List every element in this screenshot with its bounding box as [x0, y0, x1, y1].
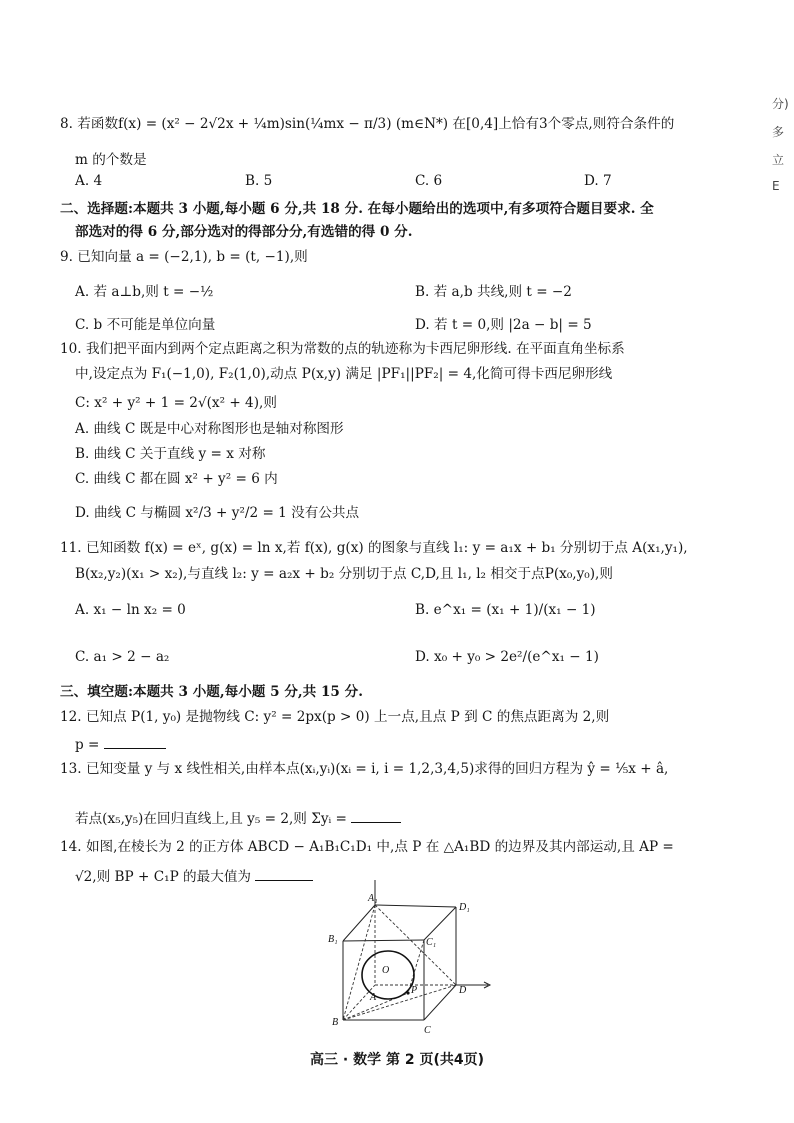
q10-stem-line2: 中,设定点为 F₁(−1,0), F₂(1,0),动点 P(x,y) 满足 |PF₁||PF₂| = 4,化简可得卡西尼卵形线 — [75, 366, 613, 382]
label-d1: D₁ — [459, 902, 470, 913]
q13-answer-blank[interactable] — [351, 808, 401, 823]
strip-char: 立 — [772, 153, 785, 167]
label-b1: B₁ — [328, 934, 338, 945]
label-a: A — [370, 992, 377, 1003]
q9-option-a: A. 若 a⊥b,则 t = −½ — [75, 284, 214, 300]
label-b: B — [332, 1017, 339, 1028]
q12-stem-line1: 12. 已知点 P(1, y₀) 是抛物线 C: y² = 2px(p > 0) 上一点,且点 P 到 C 的焦点距离为 2,则 — [60, 709, 610, 725]
q11-option-b: B. e^x₁ = (x₁ + 1)/(x₁ − 1) — [415, 602, 596, 618]
strip-char: E — [772, 179, 780, 193]
section2-heading-line2: 部选对的得 6 分,部分选对的得部分分,有选错的得 0 分. — [75, 224, 413, 240]
label-d: D — [459, 985, 467, 996]
q14-stem-line2 — [75, 866, 313, 886]
strip-char: 多 — [772, 125, 785, 139]
q9-option-b: B. 若 a,b 共线,则 t = −2 — [415, 284, 572, 300]
q10-option-c: C. 曲线 C 都在圆 x² + y² = 6 内 — [75, 471, 278, 487]
section3-heading: 三、填空题:本题共 3 小题,每小题 5 分,共 15 分. — [60, 684, 363, 700]
section2-heading-line1: 二、选择题:本题共 3 小题,每小题 6 分,共 18 分. 在每小题给出的选项中,有多项符合题目要求. 全 — [60, 201, 654, 217]
label-o: O — [382, 965, 390, 976]
q14-stem-line1: 14. 如图,在棱长为 2 的正方体 ABCD − A₁B₁C₁D₁ 中,点 P 在 △A₁BD 的边界及其内部运动,且 AP = — [60, 839, 674, 855]
q9-option-d: D. 若 t = 0,则 |2a − b| = 5 — [415, 317, 592, 333]
q14-answer-blank[interactable] — [255, 866, 313, 881]
label-p: P — [411, 985, 418, 996]
q10-option-a: A. 曲线 C 既是中心对称图形也是轴对称图形 — [75, 421, 344, 437]
q11-option-c: C. a₁ > 2 − a₂ — [75, 649, 170, 665]
q10-stem-line3: C: x² + y² + 1 = 2√(x² + 4),则 — [75, 395, 277, 411]
q12-stem-line2 — [75, 734, 166, 754]
q8-stem-line2: m 的个数是 — [75, 152, 147, 168]
cube-figure — [320, 875, 500, 1040]
q10-option-b: B. 曲线 C 关于直线 y = x 对称 — [75, 446, 266, 462]
label-c1: C₁ — [426, 937, 437, 948]
q12-answer-blank[interactable] — [104, 734, 166, 749]
q11-option-a: A. x₁ − ln x₂ = 0 — [75, 602, 186, 618]
q10-stem-line1: 10. 我们把平面内到两个定点距离之积为常数的点的轨迹称为卡西尼卵形线. 在平面直角坐标系 — [60, 341, 625, 357]
q10-option-d: D. 曲线 C 与椭圆 x²/3 + y²/2 = 1 没有公共点 — [75, 505, 360, 521]
q11-stem-line2: B(x₂,y₂)(x₁ > x₂),与直线 l₂: y = a₂x + b₂ 分别切于点 C,D,且 l₁, l₂ 相交于点P(x₀,y₀),则 — [75, 566, 613, 582]
q11-stem-line1: 11. 已知函数 f(x) = eˣ, g(x) = ln x,若 f(x), g(x) 的图象与直线 l₁: y = a₁x + b₁ 分别切于点 A(x₁,y₁), — [60, 540, 688, 556]
adjacent-page-strip — [772, 95, 794, 207]
q13-stem-line1: 13. 已知变量 y 与 x 线性相关,由样本点(xᵢ,yᵢ)(xᵢ = i, i = 1,2,3,4,5)求得的回归方程为 ŷ = ⅕x + â, — [60, 761, 669, 777]
q13-stem-line2 — [75, 808, 401, 828]
q13-text: 若点(x₅,y₅)在回归直线上,且 y₅ = 2,则 Σyᵢ = — [75, 811, 347, 827]
point-p — [406, 991, 409, 994]
label-a1: A₁ — [368, 893, 378, 904]
q8-option-d: D. 7 — [584, 173, 612, 189]
q9-option-c: C. b 不可能是单位向量 — [75, 317, 216, 333]
edge-a1-d1 — [375, 905, 456, 907]
q8-stem-line1: 8. 若函数f(x) = (x² − 2√2x + ¼m)sin(¼mx − π/3) (m∈N*) 在[0,4]上恰有3个零点,则符合条件的 — [60, 116, 675, 132]
q14-text: √2,则 BP + C₁P 的最大值为 — [75, 869, 252, 885]
page-footer: 高三 · 数学 第 2 页(共4页) — [310, 1052, 484, 1068]
q8-option-a: A. 4 — [75, 173, 103, 189]
q9-stem: 9. 已知向量 a = (−2,1), b = (t, −1),则 — [60, 249, 308, 265]
q11-option-d: D. x₀ + y₀ > 2e²/(e^x₁ − 1) — [415, 649, 599, 665]
edge-c1-d1 — [424, 907, 456, 940]
strip-char: 分) — [772, 97, 789, 111]
q8-option-c: C. 6 — [415, 173, 443, 189]
q8-option-b: B. 5 — [245, 173, 273, 189]
label-c: C — [424, 1025, 431, 1036]
diag-b-d — [343, 985, 456, 1020]
edge-a1-b1 — [343, 905, 375, 941]
q12-text: p = — [75, 737, 100, 753]
